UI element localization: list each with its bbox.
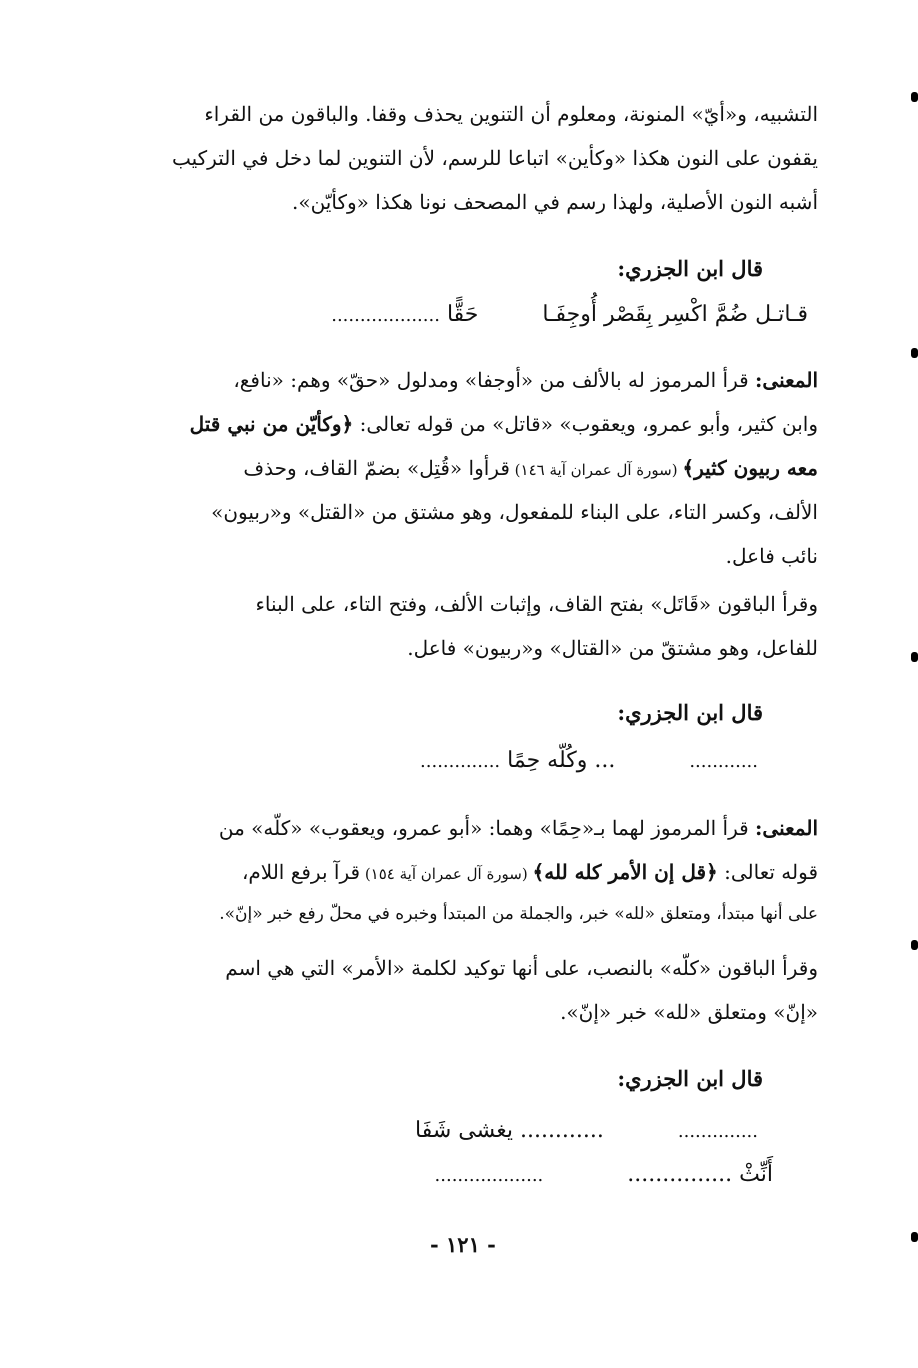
binding-mark: [911, 1232, 918, 1242]
meaning-text: قرأوا «قُتِل» بضمّ القاف، وحذف: [243, 456, 510, 480]
verse-dots: ...................: [434, 1165, 544, 1186]
section-heading: قال ابن الجزري:: [617, 256, 763, 281]
meaning-text: وابن كثير، وأبو عمرو، ويعقوب» «قاتل» من قوله تعالى:: [353, 412, 818, 436]
meaning-label: المعنى:: [755, 368, 818, 392]
meaning-text: قرأ المرموز له بالألف من «أوجفا» ومدلول «حقّ» وهم: «نافع،: [233, 368, 749, 392]
meaning-paragraph-line-2: [190, 402, 818, 446]
meaning-paragraph-line-3: على أنها مبتدأ، ومتعلق «لله» خبر، والجملة من المبتدأ وخبره في محلّ رفع خبر «إنّ».: [219, 904, 818, 924]
verse-text: أَنِّثْ ...............: [627, 1162, 773, 1187]
meaning-paragraph-line-1: [219, 806, 818, 850]
paragraph-1-line-2: يقفون على النون هكذا «وكأين» اتباعا للرسم، لأن التنوين لما دخل في التركيب: [171, 146, 818, 170]
quran-quote: ﴿قل إن الأمر كله لله﴾: [532, 860, 718, 884]
binding-mark: [911, 652, 918, 662]
binding-mark: [911, 348, 918, 358]
surah-reference: (سورة آل عمران آية ١٤٦): [509, 461, 683, 479]
verse-text: ............ يغشى شَفَا: [415, 1118, 604, 1143]
page-number: - ١٢١ -: [430, 1232, 496, 1257]
meaning-paragraph-line-5: نائب فاعل.: [725, 544, 818, 568]
verse-line: [415, 1118, 758, 1143]
section-heading: قال ابن الجزري:: [617, 700, 763, 725]
meaning-text: قرأ المرموز لهما بـ«حِمًا» وهما: «أبو عمرو، ويعقوب» «كلّه» من: [218, 816, 749, 840]
paragraph-3-line-2: للفاعل، وهو مشتقّ من «القتال» و«ربيون» فاعل.: [407, 636, 818, 660]
paragraph-5-line-2: «إنّ» ومتعلق «لله» خبر «إنّ».: [560, 1000, 818, 1024]
surah-reference: (سورة آل عمران آية ١٥٤): [360, 865, 533, 883]
section-heading: قال ابن الجزري:: [617, 1066, 763, 1091]
paragraph-1-line-3: أشبه النون الأصلية، ولهذا رسم في المصحف نونا هكذا «وكأيّن».: [291, 190, 818, 214]
binding-mark: [911, 92, 918, 102]
meaning-paragraph-line-3: [243, 446, 818, 492]
verse-line: [420, 748, 758, 773]
verse-second-hemistich: حَقًّا: [446, 302, 479, 327]
binding-mark: [911, 940, 918, 950]
meaning-text: قرآ برفع اللام،: [241, 860, 361, 884]
verse-first-hemistich: قـاتـل ضُمَّ اكْسِر بِقَصْر أُوجِفَـا: [542, 302, 808, 327]
verse-dots: ...................: [331, 305, 440, 326]
quran-quote: ﴿وكأيّن من نبي قتل: [189, 412, 354, 436]
paragraph-5-line-1: وقرأ الباقون «كلّه» بالنصب، على أنها توكيد لكلمة «الأمر» التي هي اسم: [225, 956, 818, 980]
meaning-text: قوله تعالى:: [717, 860, 818, 884]
verse-line: [331, 302, 808, 327]
verse-dots: ..............: [420, 751, 501, 772]
meaning-paragraph-line-4: الألف، وكسر التاء، على البناء للمفعول، وهو مشتق من «القتل» و«ربيون»: [211, 500, 818, 524]
meaning-paragraph-line-1: [233, 358, 818, 402]
meaning-label: المعنى:: [755, 816, 818, 840]
paragraph-3-line-1: وقرأ الباقون «قَاتَل» بفتح القاف، وإثبات الألف، وفتح التاء، على البناء: [255, 592, 818, 616]
verse-text: ... وكُلّه حِمًا: [507, 748, 616, 773]
verse-dots: ............: [689, 751, 758, 772]
paragraph-1-line-1: التشبيه، و«أيّ» المنونة، ومعلوم أن التنوين يحذف وقفا. والباقون من القراء: [204, 102, 818, 126]
quran-quote: معه ربيون كثير﴾: [682, 456, 818, 480]
verse-line: [435, 1162, 773, 1187]
meaning-paragraph-line-2: [242, 850, 818, 896]
verse-dots: ..............: [677, 1121, 758, 1142]
